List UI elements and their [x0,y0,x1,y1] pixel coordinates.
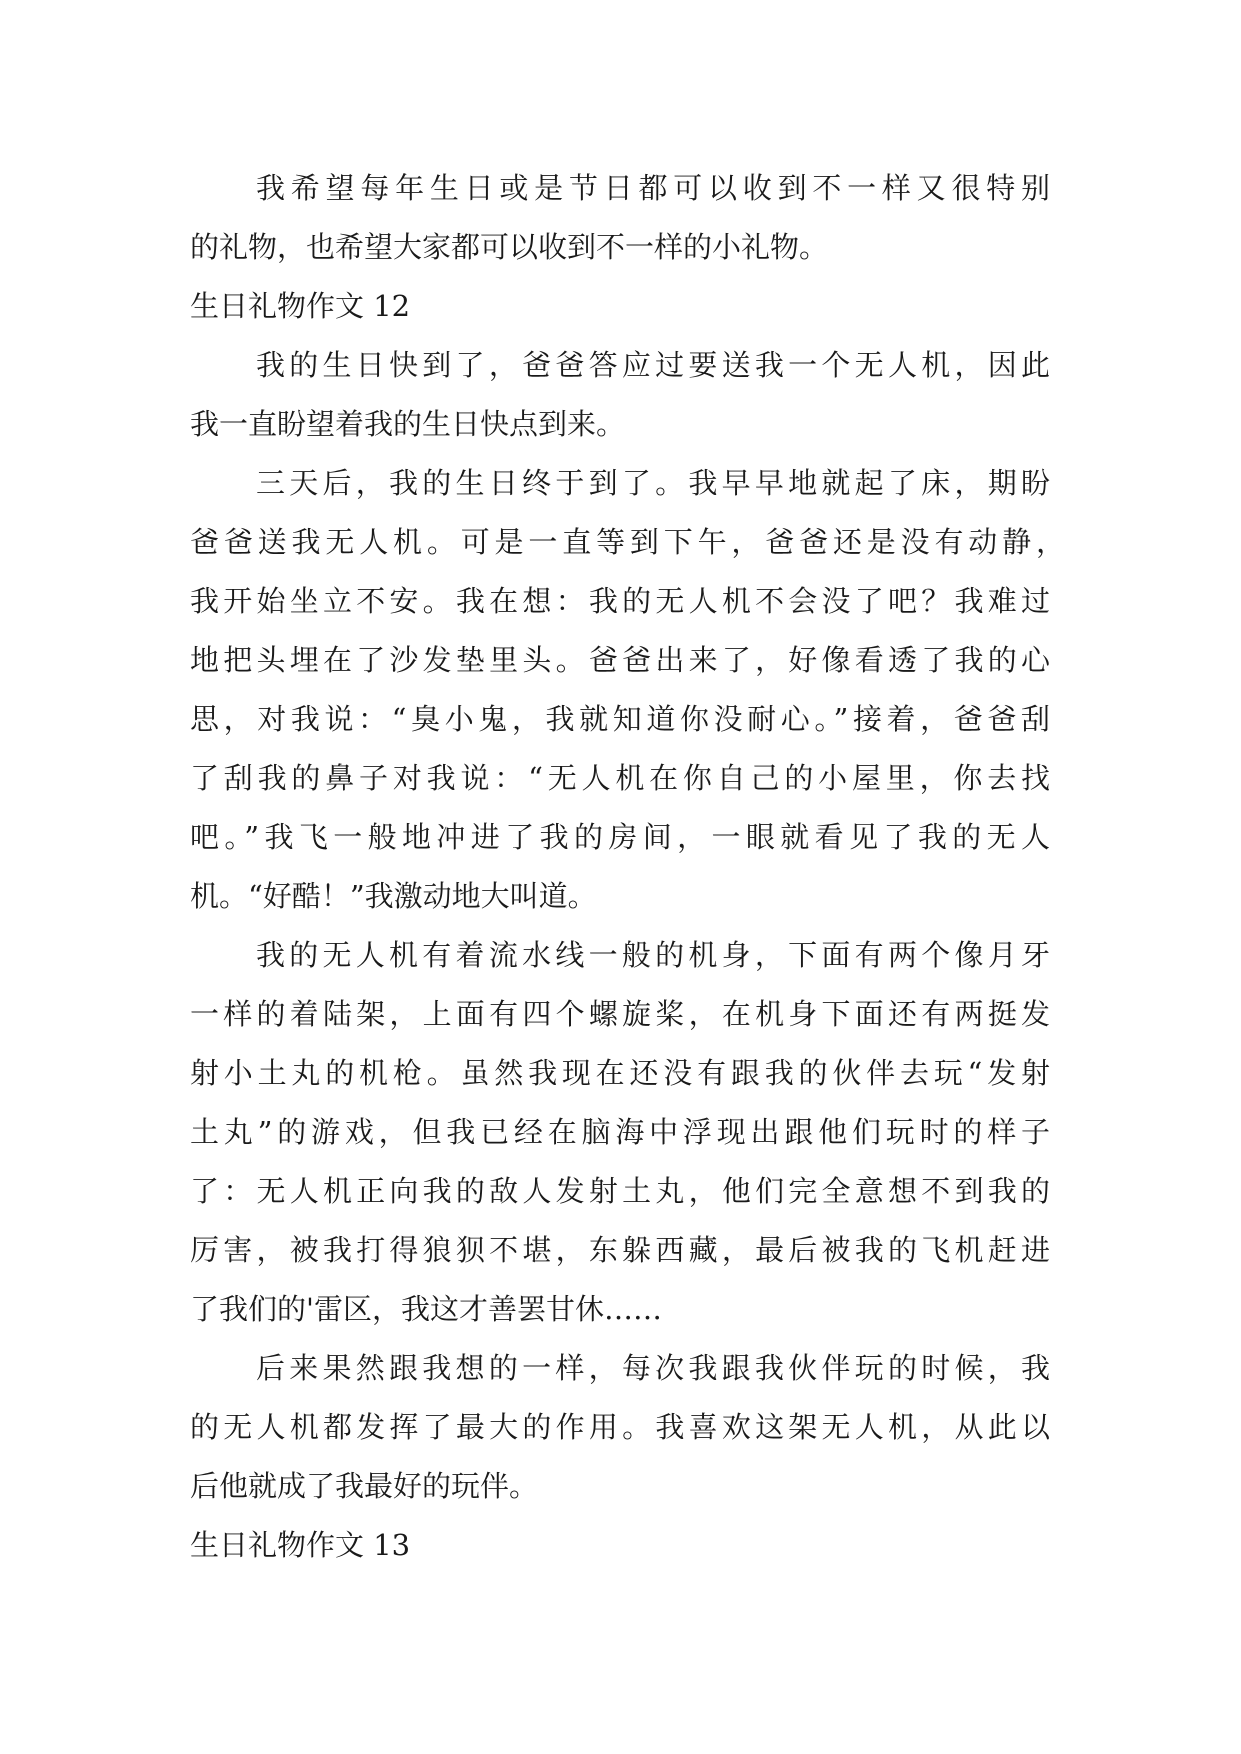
text-line: 我一直盼望着我的生日快点到来。 [190,407,626,441]
text-line: 机。“好酷！”我激动地大叫道。 [190,879,597,913]
text-line: 我希望每年生日或是节日都可以收到不一样又很特别 [256,171,1050,205]
section-heading: 生日礼物作文 12 [190,289,411,323]
text-line: 吧。”我飞一般地冲进了我的房间，一眼就看见了我的无人 [190,820,1050,854]
text-line: 了：无人机正向我的敌人发射土丸，他们完全意想不到我的 [190,1174,1050,1208]
text-line: 的无人机都发挥了最大的作用。我喜欢这架无人机，从此以 [190,1410,1050,1444]
text-line: 土丸”的游戏，但我已经在脑海中浮现出跟他们玩时的样子 [190,1115,1050,1149]
text-line: 后他就成了我最好的玩伴。 [190,1469,539,1503]
text-line: 我的生日快到了，爸爸答应过要送我一个无人机，因此 [256,348,1050,382]
text-line: 三天后，我的生日终于到了。我早早地就起了床，期盼 [256,466,1050,500]
text-line: 思，对我说：“臭小鬼，我就知道你没耐心。”接着，爸爸刮 [190,702,1050,736]
text-line: 爸爸送我无人机。可是一直等到下午，爸爸还是没有动静， [190,525,1065,559]
text-line: 我的无人机有着流水线一般的机身，下面有两个像月牙 [256,938,1050,972]
text-line: 射小土丸的机枪。虽然我现在还没有跟我的伙伴去玩“发射 [190,1056,1050,1090]
text-line: 一样的着陆架，上面有四个螺旋桨，在机身下面还有两挺发 [190,997,1050,1031]
section-heading: 生日礼物作文 13 [190,1528,411,1562]
text-line: 的礼物，也希望大家都可以收到不一样的小礼物。 [190,230,829,264]
text-line: 厉害，被我打得狼狈不堪，东躲西藏，最后被我的飞机赶进 [190,1233,1050,1267]
text-line: 后来果然跟我想的一样，每次我跟我伙伴玩的时候，我 [256,1351,1050,1385]
text-line: 了刮我的鼻子对我说：“无人机在你自己的小屋里，你去找 [190,761,1050,795]
text-line: 地把头埋在了沙发垫里头。爸爸出来了，好像看透了我的心 [190,643,1050,677]
text-line: 我开始坐立不安。我在想：我的无人机不会没了吧？我难过 [190,584,1050,618]
text-line: 了我们的'雷区，我这才善罢甘休…… [190,1292,662,1326]
